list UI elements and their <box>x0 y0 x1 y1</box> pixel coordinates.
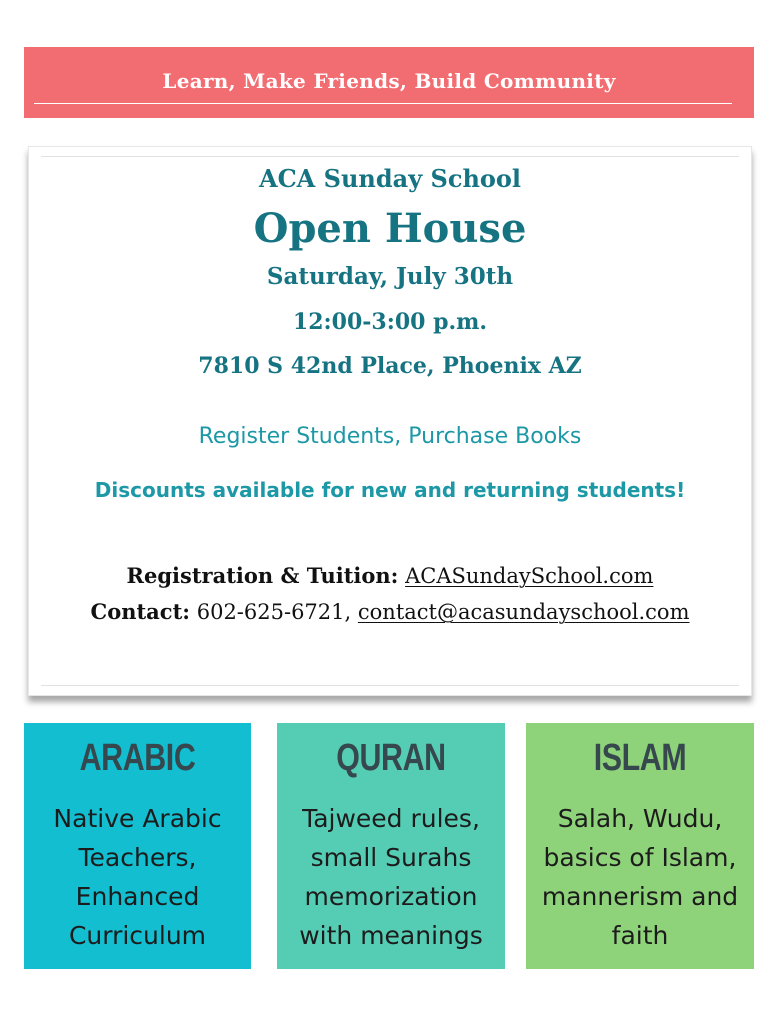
event-address: 7810 S 42nd Place, Phoenix AZ <box>198 353 582 379</box>
registration-link[interactable]: ACASundaySchool.com <box>405 564 654 588</box>
islam-line: faith <box>611 921 669 950</box>
arabic-line: Native Arabic <box>53 804 222 833</box>
quran-description <box>281 799 501 955</box>
banner-tagline: Learn, Make Friends, Build Community <box>162 69 616 93</box>
arabic-line: Teachers, <box>78 843 197 872</box>
islam-line: mannerism and <box>541 882 739 911</box>
contact-email-link[interactable]: contact@acasundayschool.com <box>357 600 690 624</box>
event-date: Saturday, July 30th <box>266 263 514 290</box>
islam-box <box>526 723 754 969</box>
arabic-box <box>24 723 251 969</box>
quran-line: Tajweed rules, <box>302 804 480 833</box>
banner-divider <box>34 103 732 104</box>
event-card <box>28 146 752 696</box>
registration-line <box>29 563 751 588</box>
quran-line: with meanings <box>299 921 483 950</box>
quran-line: small Surahs <box>310 843 472 872</box>
contact-line <box>29 599 751 624</box>
quran-box <box>277 723 505 969</box>
islam-line: Salah, Wudu, <box>557 804 723 833</box>
event-time: 12:00-3:00 p.m. <box>292 309 488 335</box>
event-title: Open House <box>253 205 527 252</box>
registration-label: Registration & Tuition: <box>126 563 399 588</box>
contact-label: Contact: <box>90 599 191 624</box>
discounts-text: Discounts available for new and returning students! <box>94 478 686 502</box>
contact-phone: 602-625-6721, <box>196 600 352 624</box>
quran-title: QURAN <box>336 737 446 779</box>
arabic-line: Curriculum <box>68 921 207 950</box>
arabic-description <box>28 799 247 955</box>
register-text: Register Students, Purchase Books <box>198 424 582 449</box>
header-banner <box>24 47 754 118</box>
quran-line: memorization <box>304 882 478 911</box>
card-top-rule <box>41 156 739 157</box>
school-name: ACA Sunday School <box>258 164 522 193</box>
arabic-title: ARABIC <box>79 737 196 779</box>
arabic-line: Enhanced <box>75 882 200 911</box>
card-bottom-rule <box>41 685 739 686</box>
islam-title: ISLAM <box>593 737 687 779</box>
islam-description <box>530 799 750 955</box>
islam-line: basics of Islam, <box>543 843 737 872</box>
